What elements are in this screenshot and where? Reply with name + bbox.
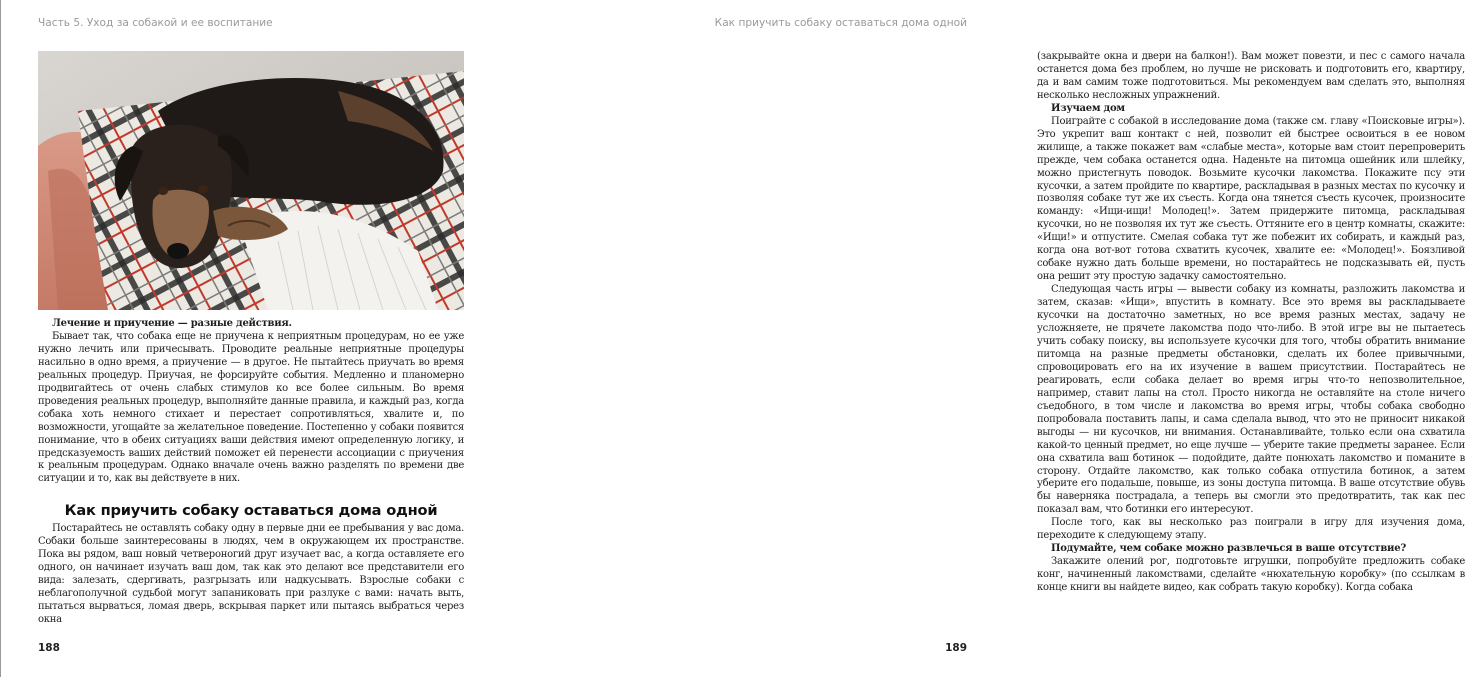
running-head-right: Как приучить собаку оставаться дома одной [714,17,967,29]
paragraph-explore-2: Следующая часть игры — вывести собаку из комнаты, разложить лакомства и затем, сказав: «Ищи», впустить в комнату. Все это время вы раскладываете кусочки на достаточно заметных, но все время разных местах, задачу не усложняете, не прячете лакомства подо что-либо. В этой игре вы не пытаетесь учить собаку поиску, вы используете кусочки для того, чтобы обратить внимание питомца на разные предметы обстановки, сделать их более привычными, спровоцировать его на их изучение в вашем присутствии. Постарайтесь не реагировать, если собака делает во время игры что-то непозволительное, например, ставит лапы на стол. Просто никогда не оставляйте на столе ничего съедобного, в том числе и лакомства во время игры, чтобы собака свободно попробовала поставить лапы, и сама сделала вывод, что это не приносит никакой выгоды — ни кусочков, ни внимания. Останавливайте, только если она схватила какой-то ценный предмет, но еще лучше — уберите такие предметы заранее. Если она схватила ваш ботинок — подойдите, дайте понюхать лакомство и поманите в сторону. Отдайте лакомство, как только собака отпустила ботинок, а затем уберите его подальше, повыше, из зоны доступа питомца. В ваше отсутствие обувь бы наверняка пострадала, а теперь вы смогли это предотвратить, так как пес показал вам, что ботинки его интересуют. [1037,284,1465,516]
right-page [500,0,1465,677]
left-page [0,0,500,677]
left-section-1 [38,318,464,486]
paragraph-explore-1: Поиграйте с собакой в исследование дома (также см. главу «Поисковые игры»). Это укрепит ваш контакт с ней, позволит ей быстрее освоиться в ее новом жилище, а также покажет вам «слабые места», которые вам стоит перепроверить прежде, чем собака останется одна. Наденьте на питомца ошейник или шлейку, можно пристегнуть поводок. Возьмите кусочки лакомства. Покажите псу эти кусочки, а затем пройдите по квартире, раскладывая в разных местах по кусочку и позволяя собаке тут же их съесть. Когда она тянется съесть кусочек, произносите команду: «Ищи-ищи! Молодец!». Затем придержите питомца, раскладывая кусочки, но не позволяя их тут же съесть. Оттяните его в центр комнаты, скажите: «Ищи!» и отпустите. Смелая собака тут же побежит их собирать, и каждый раз, когда она вот-вот готова схватить кусочек, хвалите ее: «Молодец!». Боязливой собаке нужно дать больше времени, но постарайтесь не подсказывать ей, пусть она решит эту простую задачку самостоятельно. [1037,115,1465,283]
chapter-title: Как приучить собаку оставаться дома одной [64,502,438,519]
paragraph-continuation: (закрывайте окна и двери на балкон!). Вам может повезти, и пес с самого начала останется дома без проблем, но лучше не рисковать и подготовить его, квартиру, да и вам самим тоже подготовиться. Мы рекомендуем вам сделать это, выполняя несколько несложных упражнений. [1037,51,1465,101]
subhead-entertainment: Подумайте, чем собаке можно развлечься в ваше отсутствие? [1051,543,1406,555]
left-section-2 [38,523,464,627]
paragraph-entertainment: Закажите олений рог, подготовьте игрушки, попробуйте предложить собаке конг, начиненный лакомствами, сделайте «нюхательную коробку» (по ссылкам в конце книги вы найдете видео, как собрать такую коробку). Когда собака [1037,556,1465,594]
running-head-left: Часть 5. Уход за собакой и ее воспитание [38,17,273,29]
right-body [1037,51,1465,595]
page-number-left: 188 [38,642,60,654]
paragraph-explore-3: После того, как вы несколько раз поиграли в игру для изучения дома, переходите к следующему этапу. [1037,517,1465,542]
subhead-explore-home: Изучаем дом [1051,102,1125,114]
page-number-right: 189 [945,642,967,654]
section-title-treatment: Лечение и приучение — разные действия. [52,318,292,329]
chapter-intro-text: Постарайтесь не оставлять собаку одну в первые дни ее пребывания у вас дома. Собаки больше заинтересованы в людях, чем в окружающем их пространстве. Пока вы рядом, ваш новый четвероногий друг изучает вас, а когда оставляете его одного, он начинает изучать ваш дом, так как это делают все представители его вида: залезать, сдергивать, разгрызать или надкусывать. Взрослые собаки с неблагополучной судьбой могут запаниковать при разлуке с вами: начать выть, пытаться вырваться, ломая дверь, вскрывая паркет или пытаясь выбраться через окна [38,523,464,625]
dog-photo [38,51,464,310]
section-text-treatment: Бывает так, что собака еще не приучена к неприятным процедурам, но ее уже нужно лечить или причесывать. Проводите реальные неприятные процедуры насильно в одно время, а приучение — в другое. Не пытайтесь приучать во время реальных процедур. Приучая, не форсируйте события. Медленно и планомерно продвигайтесь от очень слабых стимулов ко все более сильным. Во время проведения реальных процедур, выполняйте данные правила, и каждый раз, когда собака хоть немного стихает и перестает сопротивляться, хвалите и, по возможности, угощайте за желательное поведение. Постепенно у собаки появится понимание, что в обеих ситуациях ваши действия имеют определенную логику, и предсказуемость ваших действий поможет ей перенести ассоциации с приучения к реальным процедурам. Однако вначале очень важно разделять по времени две ситуации и то, как вы действуете в них. [38,330,464,485]
dog-photo-illustration [38,51,464,310]
